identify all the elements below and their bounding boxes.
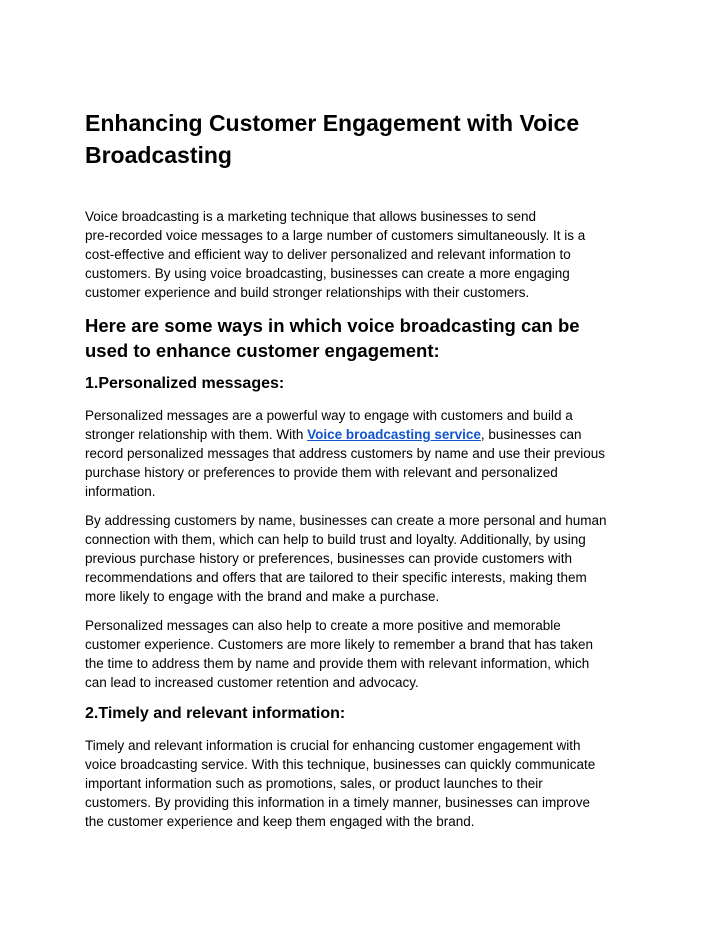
text-line: customer experience. Customers are more likely to remember a brand that has taken — [85, 637, 593, 652]
text-line: recommendations and offers that are tailored to their specific interests, making them — [85, 570, 587, 585]
heading-line-1: Here are some ways in which voice broadcasting can be — [85, 315, 580, 336]
title-line-1: Enhancing Customer Engagement with Voice — [85, 110, 580, 136]
personalized-paragraph-2 — [85, 511, 641, 606]
text-line: important information such as promotions, sales, or product launches to their — [85, 776, 543, 791]
title-line-2: Broadcasting — [85, 142, 232, 168]
text-line: can lead to increased customer retention and advocacy. — [85, 675, 419, 690]
text-fragment: stronger relationship with them. With — [85, 427, 308, 442]
text-line: Voice broadcasting is a marketing technique that allows businesses to send — [85, 209, 537, 224]
document-title — [85, 107, 645, 171]
voice-broadcasting-service-link[interactable]: Voice broadcasting service — [307, 427, 481, 442]
text-line: record personalized messages that address customers by name and use their previous — [85, 446, 606, 461]
text-line: cost-effective and efficient way to deliver personalized and relevant information to — [85, 247, 571, 262]
subsection-heading-personalized: 1.Personalized messages: — [85, 375, 285, 392]
text-line: pre-recorded voice messages to a large number of customers simultaneously. It is a — [85, 228, 586, 243]
text-line: connection with them, which can help to build trust and loyalty. Additionally, by using — [85, 532, 586, 547]
section-heading — [85, 313, 645, 363]
text-line: previous purchase history or preferences, businesses can provide customers with — [85, 551, 572, 566]
text-line: information. — [85, 484, 156, 499]
text-line: customers. By providing this information in a timely manner, businesses can improve — [85, 795, 590, 810]
text-line: Personalized messages can also help to create a more positive and memorable — [85, 618, 561, 633]
heading-line-2: used to enhance customer engagement: — [85, 340, 440, 361]
personalized-paragraph-1 — [85, 406, 641, 501]
text-line-with-link — [85, 425, 641, 444]
text-line: customer experience and build stronger relationships with their customers. — [85, 285, 530, 300]
intro-paragraph — [85, 207, 641, 302]
text-line: voice broadcasting service. With this technique, businesses can quickly communicate — [85, 757, 596, 772]
text-line: the customer experience and keep them engaged with the brand. — [85, 814, 475, 829]
text-line: more likely to engage with the brand and make a purchase. — [85, 589, 440, 604]
text-line: purchase history or preferences to provide them with relevant and personalized — [85, 465, 558, 480]
text-fragment: , businesses can — [480, 427, 582, 442]
text-line: the time to address them by name and provide them with relevant information, which — [85, 656, 590, 671]
personalized-paragraph-3 — [85, 616, 641, 692]
text-line: By addressing customers by name, businesses can create a more personal and human — [85, 513, 607, 528]
timely-paragraph-1 — [85, 736, 641, 831]
text-line: Personalized messages are a powerful way to engage with customers and build a — [85, 408, 573, 423]
text-line: Timely and relevant information is crucial for enhancing customer engagement with — [85, 738, 581, 753]
subsection-heading-timely: 2.Timely and relevant information: — [85, 705, 346, 722]
text-line: customers. By using voice broadcasting, businesses can create a more engaging — [85, 266, 570, 281]
